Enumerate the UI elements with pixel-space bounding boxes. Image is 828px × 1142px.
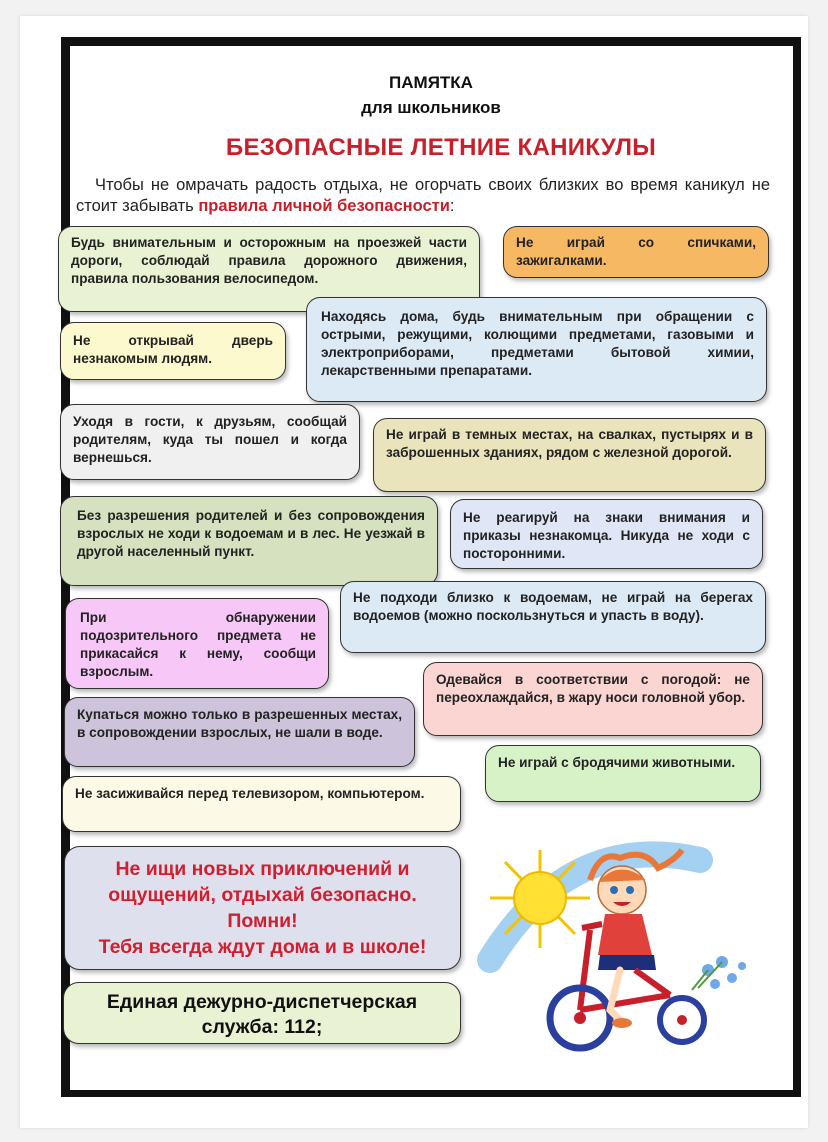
rule-dark-places: Не играй в темных местах, на свалках, пустырях и в заброшенных зданиях, рядом с железной дорогой. xyxy=(373,418,766,492)
girl-shorts xyxy=(598,955,656,970)
closing-line-3: Помни! xyxy=(227,910,298,932)
girl-shirt xyxy=(598,914,652,955)
service-line-2: служба: 112; xyxy=(201,1016,323,1038)
rule-suspicious-object: При обнаружении подозрительного предмета не прикасайся к нему, сообщи взрослым. xyxy=(65,598,329,689)
rule-road-safety: Будь внимательным и осторожным на проезжей части дороги, соблюдай правила дорожного движения, правила пользования велосипедом. xyxy=(58,226,480,312)
rule-screen-time: Не засиживайся перед телевизором, компьютером. xyxy=(62,776,461,832)
rule-weather: Одевайся в соответствии с погодой: не переохлаждайся, в жару носи головной убор. xyxy=(423,662,763,736)
right-eye xyxy=(626,886,634,894)
intro-highlight: правила личной безопасности xyxy=(198,197,450,215)
rule-matches: Не играй со спичками, зажигалками. xyxy=(503,226,769,278)
intro-end: : xyxy=(449,197,455,215)
girl-shoe xyxy=(612,1018,632,1028)
rule-swimming: Купаться можно только в разрешенных местах, в сопровождении взрослых, не шали в воде. xyxy=(64,697,415,767)
intro-text: Чтобы не омрачать радость отдыха, не огорчать своих близких во время каникул не стоит забывать xyxy=(76,176,770,215)
title-memo: ПАМЯТКА xyxy=(389,73,473,92)
rule-strangers: Не реагируй на знаки внимания и приказы незнакомца. Никуда не ходи с посторонними. xyxy=(450,499,763,569)
rule-stray-animals: Не играй с бродячими животными. xyxy=(485,745,761,802)
closing-line-1: Не ищи новых приключений и xyxy=(115,858,410,880)
title-for-students: для школьников xyxy=(361,98,501,117)
rule-tell-parents: Уходя в гости, к друзьям, сообщай родителям, куда ты пошел и когда вернешься. xyxy=(60,404,360,480)
service-line-1: Единая дежурно-диспетчерская xyxy=(106,991,418,1013)
rule-water-banks: Не подходи близко к водоемам, не играй на берегах водоемов (можно поскользнуться и упасть в воду). xyxy=(340,581,766,653)
emergency-service xyxy=(63,982,461,1044)
rear-hub xyxy=(677,1015,687,1025)
girl-leg xyxy=(610,970,620,1020)
flowers xyxy=(702,956,746,989)
rule-water-forest: Без разрешения родителей и без сопровождения взрослых не ходи к водоемам и в лес. Не уезжай в другой населенный пункт. xyxy=(60,496,438,586)
intro-paragraph xyxy=(76,175,770,217)
front-hub xyxy=(574,1012,586,1024)
left-eye xyxy=(610,886,618,894)
title-safe-vacation: БЕЗОПАСНЫЕ ЛЕТНИЕ КАНИКУЛЫ xyxy=(225,134,657,161)
closing-line-2: ощущений, отдыхай безопасно. xyxy=(108,884,417,906)
closing-message xyxy=(64,846,461,970)
closing-line-4: Тебя всегда ждут дома и в школе! xyxy=(98,936,427,958)
girl-on-tricycle-icon xyxy=(470,820,770,1060)
rule-door-strangers: Не открывай дверь незнакомым людям. xyxy=(60,322,286,380)
sun xyxy=(514,872,566,924)
rule-home-objects: Находясь дома, будь внимательным при обращении с острыми, режущими, колющими предметами, газовыми и электроприборами, предметами бытовой химии, лекарственными препаратами. xyxy=(306,297,767,402)
